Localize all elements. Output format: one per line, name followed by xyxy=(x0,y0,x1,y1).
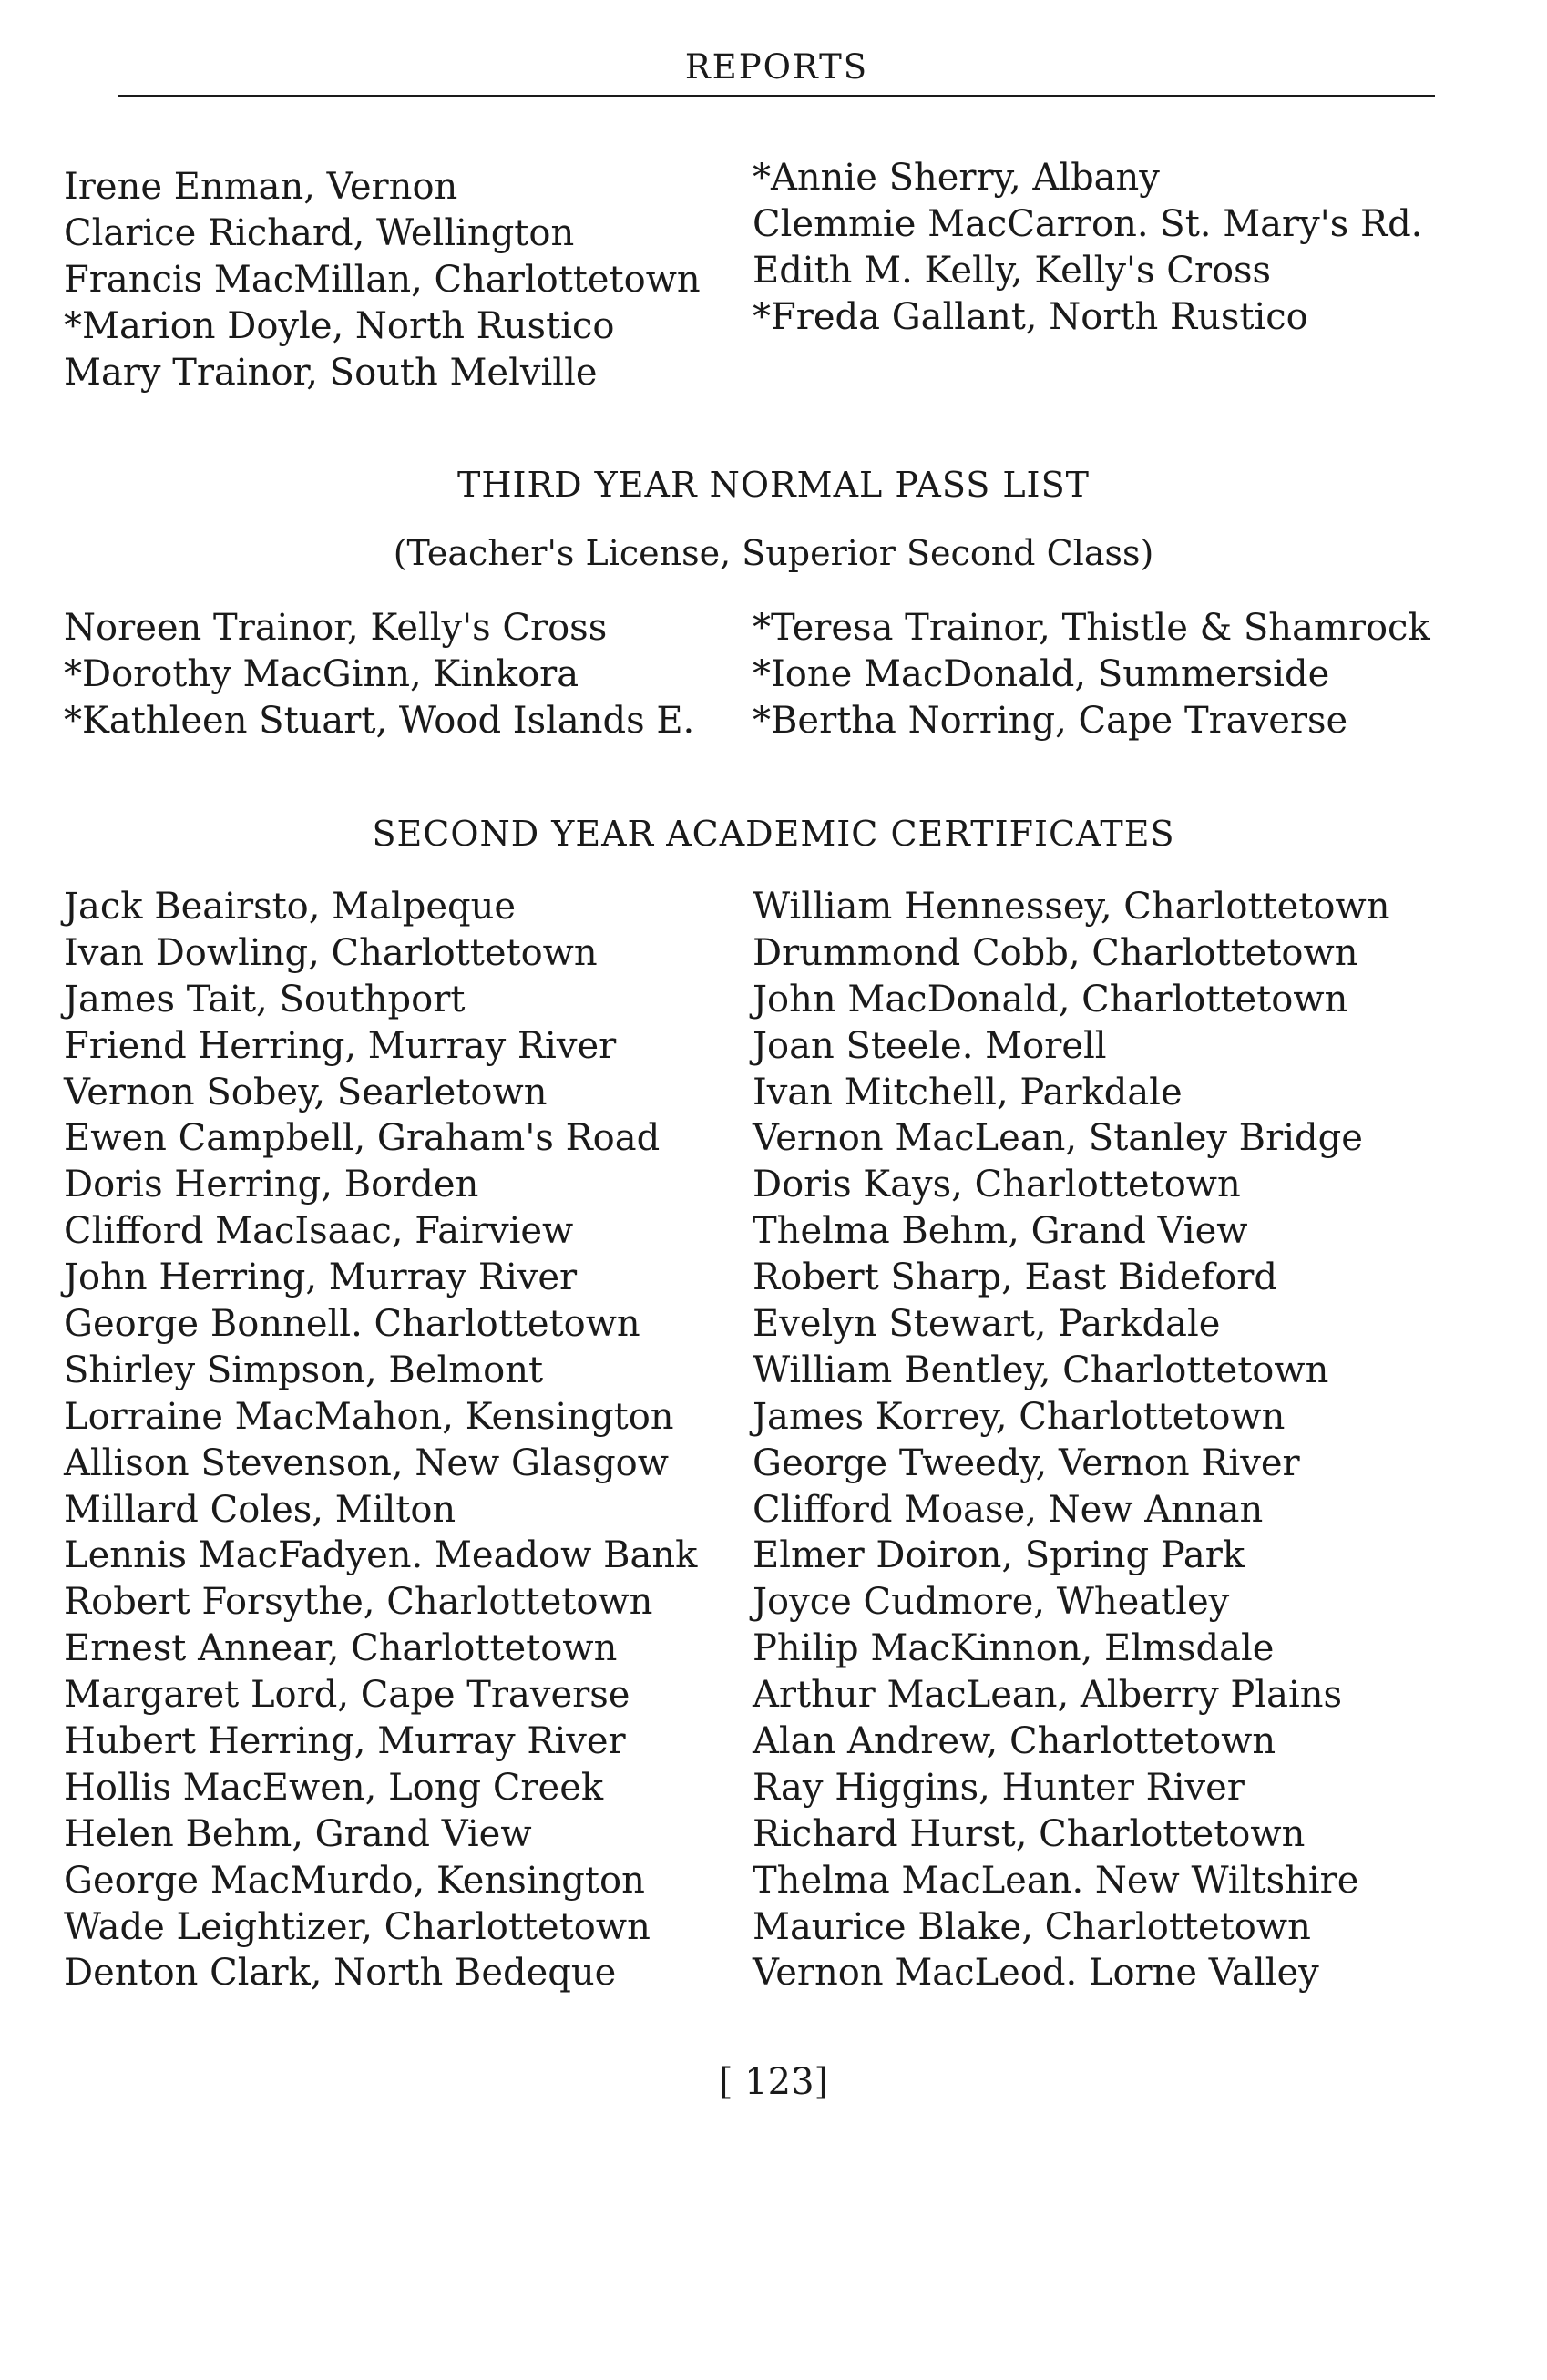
list-item: Ray Higgins, Hunter River xyxy=(753,1766,1245,1809)
list-item: *Dorothy MacGinn, Kinkora xyxy=(64,653,579,695)
list-item: Lorraine MacMahon, Kensington xyxy=(64,1395,674,1438)
list-item: Ernest Annear, Charlottetown xyxy=(64,1627,618,1670)
third-year-list-left xyxy=(64,605,694,744)
list-item: Elmer Doiron, Spring Park xyxy=(753,1534,1245,1577)
list-item: Doris Herring, Borden xyxy=(64,1164,479,1206)
list-item: Clemmie MacCarron. St. Mary's Rd. xyxy=(753,203,1423,245)
list-item: Noreen Trainor, Kelly's Cross xyxy=(64,607,608,649)
list-item: Alan Andrew, Charlottetown xyxy=(753,1720,1276,1763)
list-item: Clarice Richard, Wellington xyxy=(64,212,575,254)
list-item: Allison Stevenson, New Glasgow xyxy=(64,1441,670,1484)
list-item: Vernon MacLeod. Lorne Valley xyxy=(753,1952,1319,1995)
list-item: Arthur MacLean, Alberry Plains xyxy=(753,1674,1343,1717)
list-item: Ivan Dowling, Charlottetown xyxy=(64,931,598,974)
page-number: [ 123] xyxy=(718,2061,829,2103)
list-item: *Bertha Norring, Cape Traverse xyxy=(753,700,1348,742)
list-item: Doris Kays, Charlottetown xyxy=(753,1164,1241,1206)
list-item: George MacMurdo, Kensington xyxy=(64,1859,645,1902)
list-item: Clifford Moase, New Annan xyxy=(753,1488,1264,1531)
list-item: *Kathleen Stuart, Wood Islands E. xyxy=(64,700,695,742)
list-item: George Tweedy, Vernon River xyxy=(753,1441,1300,1484)
list-item: John MacDonald, Charlottetown xyxy=(753,978,1348,1021)
list-item: Helen Behm, Grand View xyxy=(64,1812,532,1855)
list-item: James Korrey, Charlottetown xyxy=(753,1395,1286,1438)
list-item: Lennis MacFadyen. Meadow Bank xyxy=(64,1534,698,1577)
list-item: Vernon MacLean, Stanley Bridge xyxy=(753,1117,1363,1160)
header-rule xyxy=(118,95,1435,97)
second-year-list-right xyxy=(753,884,1389,1996)
list-item: *Marion Doyle, North Rustico xyxy=(64,305,615,347)
list-item: Evelyn Stewart, Parkdale xyxy=(753,1303,1221,1346)
section-title-third-year: THIRD YEAR NORMAL PASS LIST xyxy=(457,465,1090,505)
list-item: William Hennessey, Charlottetown xyxy=(753,886,1390,928)
list-item: Vernon Sobey, Searletown xyxy=(64,1071,548,1113)
list-item: Ivan Mitchell, Parkdale xyxy=(753,1071,1183,1113)
list-item: Hollis MacEwen, Long Creek xyxy=(64,1766,604,1809)
section-subtitle-third-year: (Teacher's License, Superior Second Class) xyxy=(393,533,1154,573)
list-item: Jack Beairsto, Malpeque xyxy=(64,886,517,928)
list-item: Hubert Herring, Murray River xyxy=(64,1720,626,1763)
list-item: Philip MacKinnon, Elmsdale xyxy=(753,1627,1275,1670)
list-item: Wade Leightizer, Charlottetown xyxy=(64,1905,651,1948)
list-item: *Annie Sherry, Albany xyxy=(753,157,1160,199)
list-item: Irene Enman, Vernon xyxy=(64,166,458,208)
list-item: Joan Steele. Morell xyxy=(753,1024,1107,1067)
list-item: *Freda Gallant, North Rustico xyxy=(753,296,1308,338)
intro-list-left xyxy=(64,164,701,396)
running-head: REPORTS xyxy=(684,47,869,87)
list-item: Shirley Simpson, Belmont xyxy=(64,1349,544,1391)
list-item: Drummond Cobb, Charlottetown xyxy=(753,931,1358,974)
list-item: George Bonnell. Charlottetown xyxy=(64,1303,640,1346)
list-item: Ewen Campbell, Graham's Road xyxy=(64,1117,661,1160)
list-item: Robert Forsythe, Charlottetown xyxy=(64,1581,653,1624)
third-year-list-right xyxy=(753,605,1430,744)
list-item: Millard Coles, Milton xyxy=(64,1488,456,1531)
section-title-second-year: SECOND YEAR ACADEMIC CERTIFICATES xyxy=(372,814,1175,854)
list-item: Francis MacMillan, Charlottetown xyxy=(64,259,701,301)
list-item: Thelma MacLean. New Wiltshire xyxy=(753,1859,1359,1902)
list-item: Maurice Blake, Charlottetown xyxy=(753,1905,1311,1948)
list-item: William Bentley, Charlottetown xyxy=(753,1349,1329,1391)
list-item: Richard Hurst, Charlottetown xyxy=(753,1812,1306,1855)
list-item: Thelma Behm, Grand View xyxy=(753,1210,1248,1253)
list-item: Denton Clark, North Bedeque xyxy=(64,1952,617,1995)
list-item: Friend Herring, Murray River xyxy=(64,1024,617,1067)
list-item: James Tait, Southport xyxy=(64,978,466,1021)
list-item: *Ione MacDonald, Summerside xyxy=(753,653,1330,695)
list-item: Margaret Lord, Cape Traverse xyxy=(64,1674,630,1717)
list-item: Mary Trainor, South Melville xyxy=(64,352,598,394)
list-item: *Teresa Trainor, Thistle & Shamrock xyxy=(753,607,1430,649)
list-item: Joyce Cudmore, Wheatley xyxy=(753,1581,1230,1624)
second-year-list-left xyxy=(64,884,697,1996)
list-item: Robert Sharp, East Bideford xyxy=(753,1257,1277,1299)
list-item: John Herring, Murray River xyxy=(64,1257,578,1299)
intro-list-right xyxy=(753,155,1422,341)
list-item: Edith M. Kelly, Kelly's Cross xyxy=(753,250,1272,292)
list-item: Clifford MacIsaac, Fairview xyxy=(64,1210,574,1253)
